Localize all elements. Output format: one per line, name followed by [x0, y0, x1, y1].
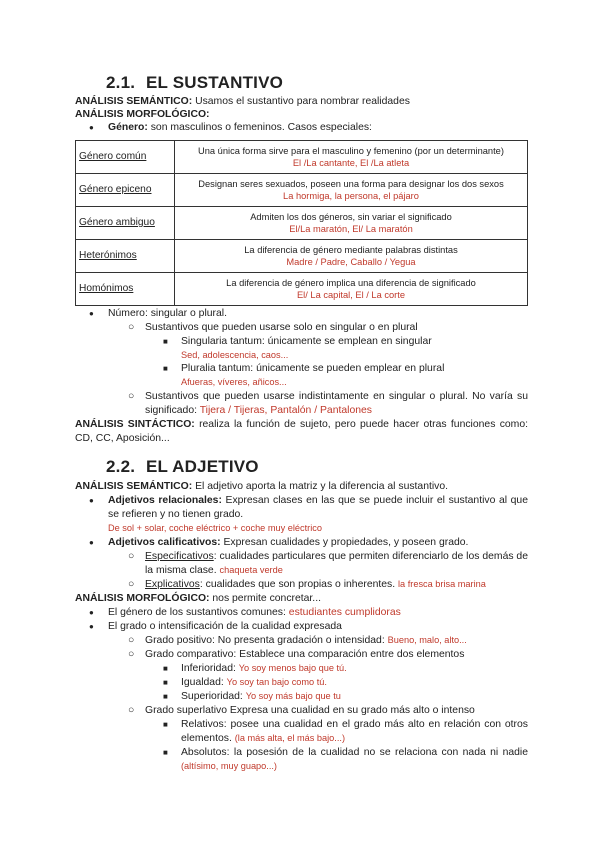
- square-bullet-icon: ■: [163, 337, 168, 346]
- superioridad-text: Superioridad:: [181, 691, 243, 702]
- igualdad-example: Yo soy tan bajo como tú.: [226, 677, 327, 687]
- calificativos-label: Adjetivos calificativos:: [108, 537, 221, 548]
- genero-text: son masculinos o femeninos. Casos especiales:: [150, 122, 372, 133]
- relacionales-example: De sol + solar, coche eléctrico + coche muy eléctrico: [108, 523, 322, 533]
- square-bullet-icon: ■: [163, 720, 168, 729]
- square-bullet-icon: ■: [163, 678, 168, 687]
- gender-table-row: [76, 273, 528, 306]
- especificativos-block: [145, 550, 528, 577]
- gender-desc: La diferencia de género implica una diferencia de significado: [226, 278, 476, 288]
- indistinct-example: Tijera / Tijeras, Pantalón / Pantalones: [199, 404, 372, 416]
- genero-comunes-line: [108, 606, 401, 620]
- inferioridad-text: Inferioridad:: [181, 663, 236, 674]
- square-bullet-icon: ■: [163, 748, 168, 757]
- especificativos-text: : cualidades particulares que permiten diferenciarlo de los demás de la misma clase.: [145, 551, 528, 576]
- section-number: 2.2.: [106, 457, 136, 476]
- comparativo-text: Grado comparativo: Establece una comparación entre dos elementos: [145, 649, 465, 660]
- gender-type-cell: [76, 207, 175, 240]
- calificativos-line: [108, 536, 468, 550]
- gender-desc: La diferencia de género mediante palabras distintas: [244, 245, 458, 255]
- especificativos-label: Especificativos: [145, 551, 214, 562]
- indistinct-block: [145, 390, 528, 417]
- semantic-analysis-line: [75, 480, 448, 494]
- inferioridad-example: Yo soy menos bajo que tú.: [238, 663, 347, 673]
- semantic-text: Usamos el sustantivo para nombrar realidades: [195, 96, 410, 107]
- circle-bullet-icon: ○: [128, 551, 135, 562]
- solo-text: Sustantivos que pueden usarse solo en singular o en plural: [145, 322, 418, 333]
- morph-line: [75, 592, 321, 606]
- gender-desc-cell: [175, 240, 528, 273]
- superioridad-line: [181, 690, 341, 704]
- bullet-icon: ●: [89, 622, 94, 631]
- relacionales-text: Expresan clases en las que se puede incluir el sustantivo al que se refieren y no tienen grado.: [108, 495, 528, 520]
- gender-example: El/ La capital, El / La corte: [296, 290, 405, 300]
- gender-example: El /La cantante, El /La atleta: [292, 158, 410, 168]
- section-number: 2.1.: [106, 73, 136, 92]
- relativos-block: [181, 718, 528, 745]
- explicativos-text: : cualidades que son propias o inherentes.: [199, 579, 396, 590]
- square-bullet-icon: ■: [163, 664, 168, 673]
- semantic-label: ANÁLISIS SEMÁNTICO:: [75, 96, 193, 107]
- numero-text: Número: singular o plural.: [108, 308, 227, 319]
- genero-comunes-text: El género de los sustantivos comunes:: [108, 607, 286, 618]
- morph-label: ANÁLISIS MORFOLÓGICO:: [75, 593, 210, 604]
- explicativos-label: Explicativos: [145, 579, 200, 590]
- igualdad-line: [181, 676, 327, 690]
- grado-text: El grado o intensificación de la cualidad expresada: [108, 621, 342, 632]
- section-heading-sustantivo: [106, 73, 284, 92]
- circle-bullet-icon: ○: [128, 579, 135, 590]
- gender-type-cell: [76, 240, 175, 273]
- absolutos-example: (altísimo, muy guapo...): [181, 760, 277, 771]
- section-heading-adjetivo: [106, 457, 259, 476]
- gender-desc-cell: [175, 174, 528, 207]
- relativos-example: (la más alta, el más bajo...): [234, 732, 346, 743]
- explicativos-example: la fresca brisa marina: [398, 579, 486, 589]
- section-title: EL SUSTANTIVO: [146, 73, 284, 92]
- gender-desc: Designan seres sexuados, poseen una forma para designar los dos sexos: [198, 179, 504, 189]
- singularia-text: Singularia tantum: únicamente se emplean en singular: [181, 336, 432, 347]
- singularia-example: Sed, adolescencia, caos...: [181, 350, 289, 360]
- especificativos-example: chaqueta verde: [219, 564, 283, 575]
- gender-table: [75, 140, 528, 306]
- morph-label: ANÁLISIS MORFOLÓGICO:: [75, 109, 210, 120]
- gender-example: El/La maratón, El/ La maratón: [289, 224, 413, 234]
- gender-example: Madre / Padre, Caballo / Yegua: [286, 257, 416, 267]
- gender-desc: Una única forma sirve para el masculino y femenino (por un determinante): [198, 146, 504, 156]
- gender-type-cell: [76, 174, 175, 207]
- relacionales-block: [108, 494, 528, 521]
- inferioridad-line: [181, 662, 347, 676]
- bullet-icon: ●: [89, 496, 94, 505]
- circle-bullet-icon: ○: [128, 649, 135, 660]
- superlativo-text: Grado superlativo Expresa una cualidad en su grado más alto o intenso: [145, 705, 475, 716]
- syntax-label: ANÁLISIS SINTÁCTICO:: [75, 419, 195, 430]
- pluralia-example: Afueras, víveres, añicos...: [181, 377, 287, 387]
- relativos-text: Relativos: posee una cualidad en el grado más alto en relación con otros elementos.: [181, 719, 528, 744]
- absolutos-text: Absolutos: la posesión de la cualidad no se relaciona con nada ni nadie: [181, 747, 528, 758]
- superioridad-example: Yo soy más bajo que tu: [245, 691, 341, 701]
- gender-type-name: Homónimos: [79, 283, 134, 294]
- positivo-example: Bueno, malo, alto...: [387, 635, 467, 645]
- gender-type-name: Género epiceno: [79, 184, 152, 195]
- syntax-block: [75, 418, 528, 445]
- semantic-label: ANÁLISIS SEMÁNTICO:: [75, 481, 193, 492]
- positivo-text: Grado positivo: No presenta gradación o intensidad:: [145, 635, 385, 646]
- indistinct-text: Sustantivos que pueden usarse indistintamente en singular o plural. No varía su significado:: [145, 391, 528, 416]
- genero-line: [108, 121, 372, 135]
- section-title: EL ADJETIVO: [146, 457, 259, 476]
- bullet-icon: ●: [89, 309, 94, 318]
- igualdad-text: Igualdad:: [181, 677, 224, 688]
- gender-example: La hormiga, la persona, el pájaro: [283, 191, 419, 201]
- square-bullet-icon: ■: [163, 692, 168, 701]
- positivo-line: [145, 634, 467, 648]
- bullet-icon: ●: [89, 538, 94, 547]
- gender-type-name: Heterónimos: [79, 250, 137, 261]
- square-bullet-icon: ■: [163, 364, 168, 373]
- syntax-text: realiza la función de sujeto, pero puede hacer otras funciones como: CD, CC, Aposición...: [75, 419, 528, 444]
- genero-comunes-example: estudiantes cumplidoras: [288, 607, 401, 618]
- absolutos-block: [181, 746, 528, 773]
- circle-bullet-icon: ○: [128, 635, 135, 646]
- bullet-icon: ●: [89, 608, 94, 617]
- gender-desc: Admiten los dos géneros, sin variar el significado: [250, 212, 452, 222]
- morph-text: nos permite concretar...: [212, 593, 321, 604]
- gender-table-row: [76, 207, 528, 240]
- genero-label: Género:: [108, 122, 148, 133]
- circle-bullet-icon: ○: [128, 322, 135, 333]
- semantic-analysis-line: [75, 95, 410, 109]
- gender-desc-cell: [175, 141, 528, 174]
- gender-type-name: Género ambiguo: [79, 217, 155, 228]
- bullet-icon: ●: [89, 123, 94, 132]
- circle-bullet-icon: ○: [128, 391, 135, 402]
- gender-type-cell: [76, 141, 175, 174]
- circle-bullet-icon: ○: [128, 705, 135, 716]
- gender-table-row: [76, 174, 528, 207]
- gender-type-cell: [76, 273, 175, 306]
- gender-table-row: [76, 141, 528, 174]
- gender-desc-cell: [175, 273, 528, 306]
- calificativos-text: Expresan cualidades y propiedades, y poseen grado.: [223, 537, 469, 548]
- explicativos-line: [145, 578, 486, 592]
- pluralia-text: Pluralia tantum: únicamente se pueden emplear en plural: [181, 363, 445, 374]
- gender-desc-cell: [175, 207, 528, 240]
- gender-table-row: [76, 240, 528, 273]
- gender-type-name: Género común: [79, 151, 147, 162]
- relacionales-label: Adjetivos relacionales:: [108, 495, 222, 506]
- semantic-text: El adjetivo aporta la matriz y la diferencia al sustantivo.: [195, 481, 449, 492]
